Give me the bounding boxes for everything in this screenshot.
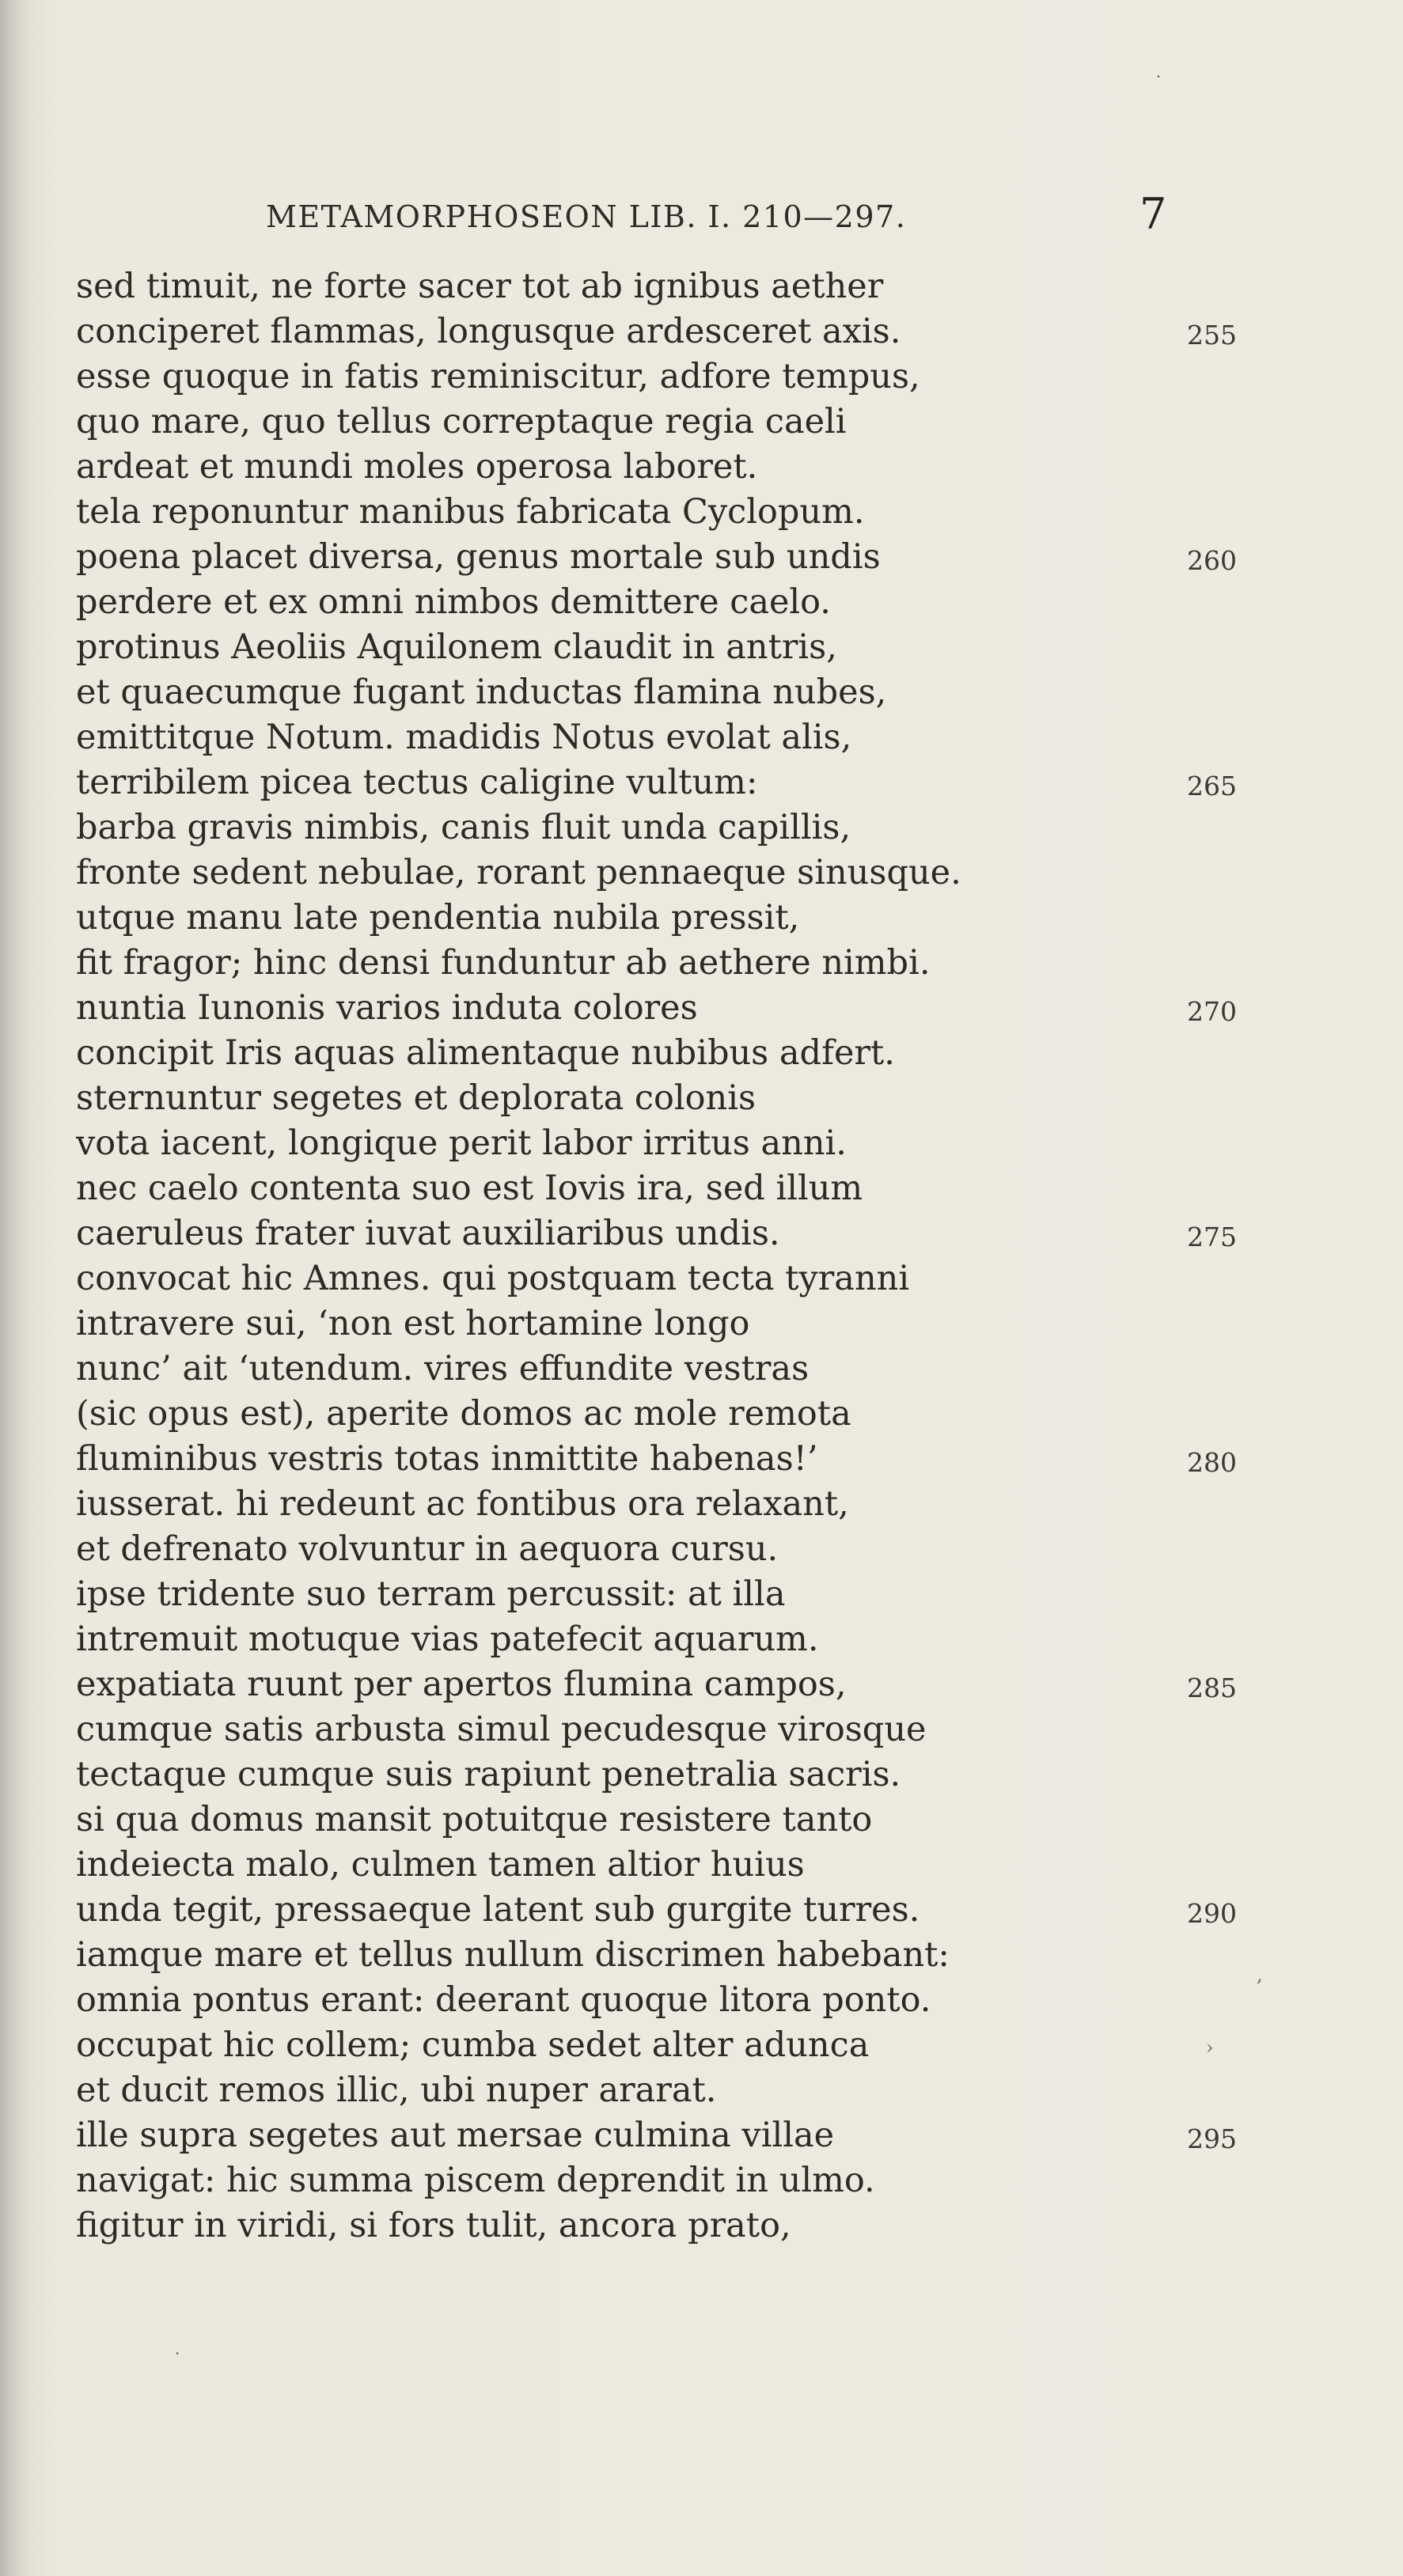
verse-line-text: tela reponuntur manibus fabricata Cyclopum. [76, 492, 865, 532]
verse-line-text: et ducit remos illic, ubi nuper ararat. [76, 2070, 717, 2110]
verse-line [76, 1617, 1342, 1662]
verse-line-text: et defrenato volvuntur in aequora cursu. [76, 1529, 779, 1569]
verse-line [76, 850, 1342, 896]
verse-line [76, 1662, 1342, 1707]
verse-line-text: iusserat. hi redeunt ac fontibus ora relaxant, [76, 1484, 849, 1524]
verse-line [76, 1482, 1342, 1527]
verse-block [76, 264, 1342, 2248]
verse-line-text: intremuit motuque vias patefecit aquarum. [76, 1619, 819, 1659]
verse-line [76, 2023, 1342, 2068]
verse-line [76, 400, 1342, 445]
verse-line [76, 1707, 1342, 1752]
verse-line [76, 1166, 1342, 1211]
verse-line [76, 760, 1342, 805]
scan-speck: ˙ [173, 2350, 182, 2372]
verse-line [76, 1527, 1342, 1572]
verse-line-text: ille supra segetes aut mersae culmina villae [76, 2116, 835, 2155]
scan-speck: , [1257, 1964, 1263, 1986]
verse-line [76, 1572, 1342, 1617]
verse-line [76, 2158, 1342, 2203]
verse-line [76, 670, 1342, 715]
verse-line [76, 625, 1342, 670]
verse-line [76, 805, 1342, 850]
verse-line [76, 1888, 1342, 1933]
verse-line-text: quo mare, quo tellus correptaque regia caeli [76, 402, 847, 441]
verse-line-text: figitur in viridi, si fors tulit, ancora prato, [76, 2206, 791, 2245]
verse-line-text: occupat hic collem; cumba sedet alter adunca [76, 2025, 870, 2065]
verse-line [76, 1301, 1342, 1347]
verse-line-text: vota iacent, longique perit labor irritus anni. [76, 1123, 847, 1163]
verse-line-text: barba gravis nimbis, canis fluit unda capillis, [76, 808, 851, 847]
verse-line [76, 1076, 1342, 1121]
verse-line [76, 1392, 1342, 1437]
verse-line-text: protinus Aeoliis Aquilonem claudit in antris, [76, 627, 837, 667]
verse-line [76, 1978, 1342, 2023]
verse-line [76, 354, 1342, 400]
verse-line [76, 535, 1342, 580]
verse-line [76, 1798, 1342, 1843]
verse-line [76, 1211, 1342, 1256]
verse-line-text: emittitque Notum. madidis Notus evolat alis, [76, 718, 852, 757]
verse-line [76, 2203, 1342, 2248]
verse-line [76, 1752, 1342, 1798]
verse-line-text: expatiata ruunt per apertos flumina campos, [76, 1665, 847, 1704]
verse-line [76, 1437, 1342, 1482]
verse-line-text: esse quoque in fatis reminiscitur, adfore tempus, [76, 357, 920, 396]
line-number: 285 [1187, 1673, 1237, 1703]
verse-line-text: sed timuit, ne forte sacer tot ab ignibus aether [76, 267, 884, 306]
verse-line [76, 1256, 1342, 1301]
verse-line-text: navigat: hic summa piscem deprendit in ulmo. [76, 2161, 875, 2200]
verse-line-text: concipit Iris aquas alimentaque nubibus adfert. [76, 1033, 895, 1073]
verse-line-text: perdere et ex omni nimbos demittere caelo. [76, 582, 831, 622]
verse-line-text: iamque mare et tellus nullum discrimen habebant: [76, 1935, 950, 1975]
verse-line-text: omnia pontus erant: deerant quoque litora ponto. [76, 1980, 931, 2020]
verse-line [76, 264, 1342, 309]
verse-line-text: nuntia Iunonis varios induta colores [76, 988, 698, 1028]
verse-line-text: caeruleus frater iuvat auxiliaribus undis. [76, 1214, 780, 1253]
line-number: 275 [1187, 1222, 1237, 1252]
verse-line-text: sternuntur segetes et deplorata colonis [76, 1078, 756, 1118]
running-head: METAMORPHOSEON LIB. I. 210—297. [266, 199, 907, 234]
line-number: 295 [1187, 2123, 1237, 2154]
verse-line-text: ipse tridente suo terram percussit: at illa [76, 1574, 786, 1614]
verse-line-text: convocat hic Amnes. qui postquam tecta tyranni [76, 1259, 910, 1298]
verse-line [76, 715, 1342, 760]
verse-line-text: poena placet diversa, genus mortale sub undis [76, 537, 881, 577]
verse-line-text: conciperet flammas, longusque ardesceret axis. [76, 312, 901, 351]
verse-line [76, 1031, 1342, 1076]
page-number: 7 [1139, 189, 1167, 239]
line-number: 255 [1187, 320, 1237, 350]
line-number: 280 [1187, 1447, 1237, 1478]
verse-line [76, 2068, 1342, 2113]
verse-line [76, 490, 1342, 535]
page-header [0, 189, 1403, 241]
verse-line-text: terribilem picea tectus caligine vultum: [76, 763, 758, 802]
line-number: 270 [1187, 996, 1237, 1027]
line-number: 260 [1187, 545, 1237, 576]
verse-line [76, 1347, 1342, 1392]
verse-line [76, 1121, 1342, 1166]
verse-line-text: tectaque cumque suis rapiunt penetralia sacris. [76, 1755, 901, 1794]
verse-line [76, 986, 1342, 1031]
verse-line-text: et quaecumque fugant inductas flamina nubes, [76, 672, 887, 712]
verse-line-text: ardeat et mundi moles operosa laboret. [76, 447, 758, 487]
verse-line-text: cumque satis arbusta simul pecudesque virosque [76, 1710, 927, 1749]
verse-line-text: indeiecta malo, culmen tamen altior huius [76, 1845, 805, 1885]
verse-line [76, 1843, 1342, 1888]
verse-line [76, 309, 1342, 354]
verse-line-text: fit fragor; hinc densi funduntur ab aethere nimbi. [76, 943, 931, 983]
verse-line [76, 580, 1342, 625]
verse-line-text: utque manu late pendentia nubila pressit, [76, 898, 800, 938]
verse-line-text: (sic opus est), aperite domos ac mole remota [76, 1394, 851, 1434]
verse-line-text: fronte sedent nebulae, rorant pennaeque sinusque. [76, 853, 961, 892]
verse-line [76, 941, 1342, 986]
line-number: 265 [1187, 771, 1237, 801]
verse-line-text: intravere sui, ‘non est hortamine longo [76, 1304, 750, 1343]
verse-line-text: si qua domus mansit potuitque resistere tanto [76, 1800, 873, 1839]
verse-line [76, 896, 1342, 941]
verse-line [76, 445, 1342, 490]
verse-line-text: fluminibus vestris totas inmittite habenas!’ [76, 1439, 818, 1479]
scan-speck: ˙ [1154, 73, 1163, 95]
verse-line-text: nunc’ ait ‘utendum. vires effundite vestras [76, 1349, 810, 1388]
verse-line-text: unda tegit, pressaeque latent sub gurgite turres. [76, 1890, 920, 1930]
line-number: 290 [1187, 1898, 1237, 1929]
verse-line [76, 2113, 1342, 2158]
verse-line [76, 1933, 1342, 1978]
scan-speck: › [1206, 2036, 1214, 2059]
verse-line-text: nec caelo contenta suo est Iovis ira, sed illum [76, 1169, 863, 1208]
